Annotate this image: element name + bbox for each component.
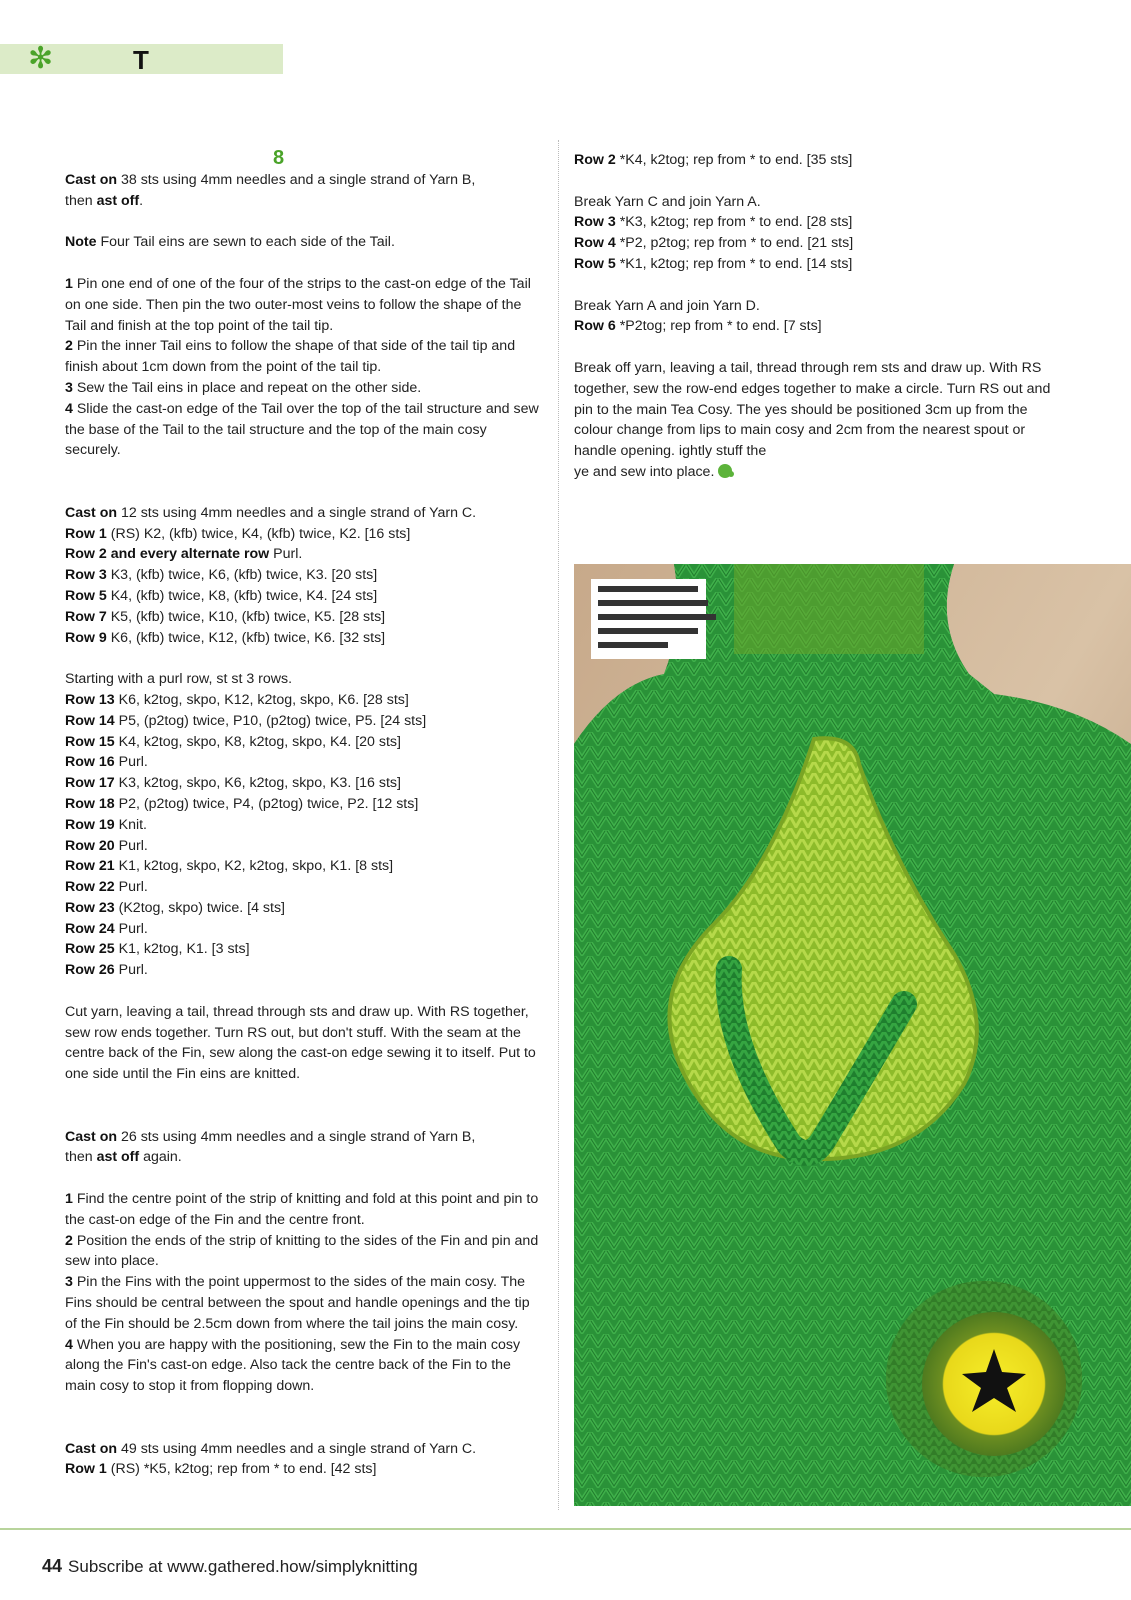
pattern-row: Row 4 *P2, p2tog; rep from * to end. [21 sts]: [574, 235, 854, 252]
tail-step-2: 2 Pin the inner Tail eins to follow the shape of that side of the tail tip and finish about 1cm down from the point of the tail tip.: [65, 338, 516, 376]
pattern-row: Row 5 *K1, k2tog; rep from * to end. [14 sts]: [574, 255, 853, 272]
pattern-row: Row 18 P2, (p2tog) twice, P4, (p2tog) twice, P2. [12 sts]: [65, 795, 419, 812]
footer: [42, 1555, 418, 1578]
tail-step-3: 3 Sew the Tail eins in place and repeat on the other side.: [65, 379, 422, 396]
pattern-row: Row 1 (RS) *K5, k2tog; rep from * to end. [42 sts]: [65, 1461, 377, 1478]
note: Note Four Tail eins are sewn to each side of the Tail.: [65, 234, 395, 251]
fin-cast-on: Cast on 12 sts using 4mm needles and a single strand of Yarn C.: [65, 504, 477, 521]
pattern-row: Row 6 *P2tog; rep from * to end. [7 sts]: [574, 318, 822, 335]
flower-icon: ✻: [28, 42, 54, 75]
left-column: [65, 170, 545, 1480]
purl-start: Starting with a purl row, st st 3 rows.: [65, 671, 293, 688]
pattern-row: Row 16 Purl.: [65, 754, 148, 771]
tail-step-1: 1 Pin one end of one of the four of the strips to the cast-on edge of the Tail on one side. Then pin the two outer-most veins to follow the shape of the Tail and finish at the top point of the tail tip.: [65, 275, 531, 334]
tail-veins-cast-on: Cast on 38 sts using 4mm needles and a single strand of Yarn B, then ast off.: [65, 172, 476, 209]
knitted-cosy-illustration: [574, 564, 1131, 1506]
right-column: [574, 150, 1064, 483]
pattern-row: Row 25 K1, k2tog, K1. [3 sts]: [65, 941, 250, 958]
section-number: 8: [273, 147, 285, 169]
pattern-row: Row 20 Purl.: [65, 837, 148, 854]
pattern-row: Row 1 (RS) K2, (kfb) twice, K4, (kfb) twice, K2. [16 sts]: [65, 525, 411, 542]
pattern-row: Row 3 *K3, k2tog; rep from * to end. [28 sts]: [574, 214, 853, 231]
page-title: T: [133, 45, 149, 75]
fin-step-1: 1 Find the centre point of the strip of knitting and fold at this point and pin to the cast-on edge of the Fin and the centre front.: [65, 1191, 539, 1228]
pattern-row: Row 26 Purl.: [65, 962, 148, 979]
pattern-row: Row 19 Knit.: [65, 816, 148, 833]
tail-step-4: 4 Slide the cast-on edge of the Tail over the top of the tail structure and sew the base of the Tail to the tail structure and the top of the main cosy securely.: [65, 400, 539, 459]
fin-veins-cast-on: Cast on 26 sts using 4mm needles and a single strand of Yarn B, then ast off again.: [65, 1128, 476, 1166]
pattern-row: Row 22 Purl.: [65, 879, 148, 896]
footer-rule: [0, 1528, 1131, 1530]
pattern-row: Row 9 K6, (kfb) twice, K12, (kfb) twice, K6. [32 sts]: [65, 629, 386, 646]
pattern-row: Row 23 (K2tog, skpo) twice. [4 sts]: [65, 899, 285, 916]
break-yarn-note: Break Yarn A and join Yarn D.: [574, 297, 760, 314]
pattern-row: Row 7 K5, (kfb) twice, K10, (kfb) twice, K5. [28 sts]: [65, 608, 386, 625]
yarn-ball-icon: [718, 464, 732, 478]
pattern-row: Row 13 K6, k2tog, skpo, K12, k2tog, skpo, K6. [28 sts]: [65, 691, 409, 708]
pattern-row: Row 5 K4, (kfb) twice, K8, (kfb) twice, K4. [24 sts]: [65, 587, 378, 604]
break-yarn-note: Break Yarn C and join Yarn A.: [574, 193, 761, 210]
pattern-row: Row 24 Purl.: [65, 920, 148, 937]
pattern-row: Row 17 K3, k2tog, skpo, K6, k2tog, skpo, K3. [16 sts]: [65, 775, 401, 792]
knitted-cosy-photo: [574, 564, 1131, 1506]
pattern-row: Row 2 *K4, k2tog; rep from * to end. [35 sts]: [574, 152, 853, 168]
fin-step-2: 2 Position the ends of the strip of knitting to the sides of the Fin and pin and sew into place.: [65, 1232, 539, 1270]
page-number: 44: [42, 1556, 63, 1576]
eye-cast-on: Cast on 49 sts using 4mm needles and a single strand of Yarn C.: [65, 1440, 477, 1457]
pattern-row: Row 15 K4, k2tog, skpo, K8, k2tog, skpo, K4. [20 sts]: [65, 733, 401, 750]
subscribe-link[interactable]: Subscribe at www.gathered.how/simplyknitting: [68, 1557, 418, 1576]
eye-finishing: Break off yarn, leaving a tail, thread through rem sts and draw up. With RS together, sew the row-end edges together to make a circle. Turn RS out and pin to the main Tea Cosy. The yes should be positioned 3cm up from the colour change from lips to main cosy and 2cm from the nearest spout or handle opening. ightly stuff the ye and sew into place.: [574, 359, 1051, 480]
fin-step-4: 4 When you are happy with the positioning, sew the Fin to the main cosy along the Fin's cast-on edge. Also tack the centre back of the Fin to the main cosy to stop it from flopping down.: [65, 1336, 521, 1395]
pattern-row: Row 21 K1, k2tog, skpo, K2, k2tog, skpo, K1. [8 sts]: [65, 858, 394, 875]
column-divider: [558, 140, 559, 1510]
pattern-row: Row 3 K3, (kfb) twice, K6, (kfb) twice, K3. [20 sts]: [65, 567, 378, 584]
fin-step-3: 3 Pin the Fins with the point uppermost to the sides of the main cosy. The Fins should be central between the spout and handle openings and the tip of the Fin should be 2.5cm down from where the tail joins the main cosy.: [65, 1274, 530, 1332]
pattern-row: Row 2 and every alternate row Purl.: [65, 546, 303, 563]
fin-finishing: Cut yarn, leaving a tail, thread through sts and draw up. With RS together, sew row ends together. Turn RS out, but don't stuff. With the seam at the centre back of the Fin, sew along the cast-on edge sewing it to itself. Put to one side until the Fin eins are knitted.: [65, 1003, 536, 1083]
pattern-row: Row 14 P5, (p2tog) twice, P10, (p2tog) twice, P5. [24 sts]: [65, 712, 427, 729]
